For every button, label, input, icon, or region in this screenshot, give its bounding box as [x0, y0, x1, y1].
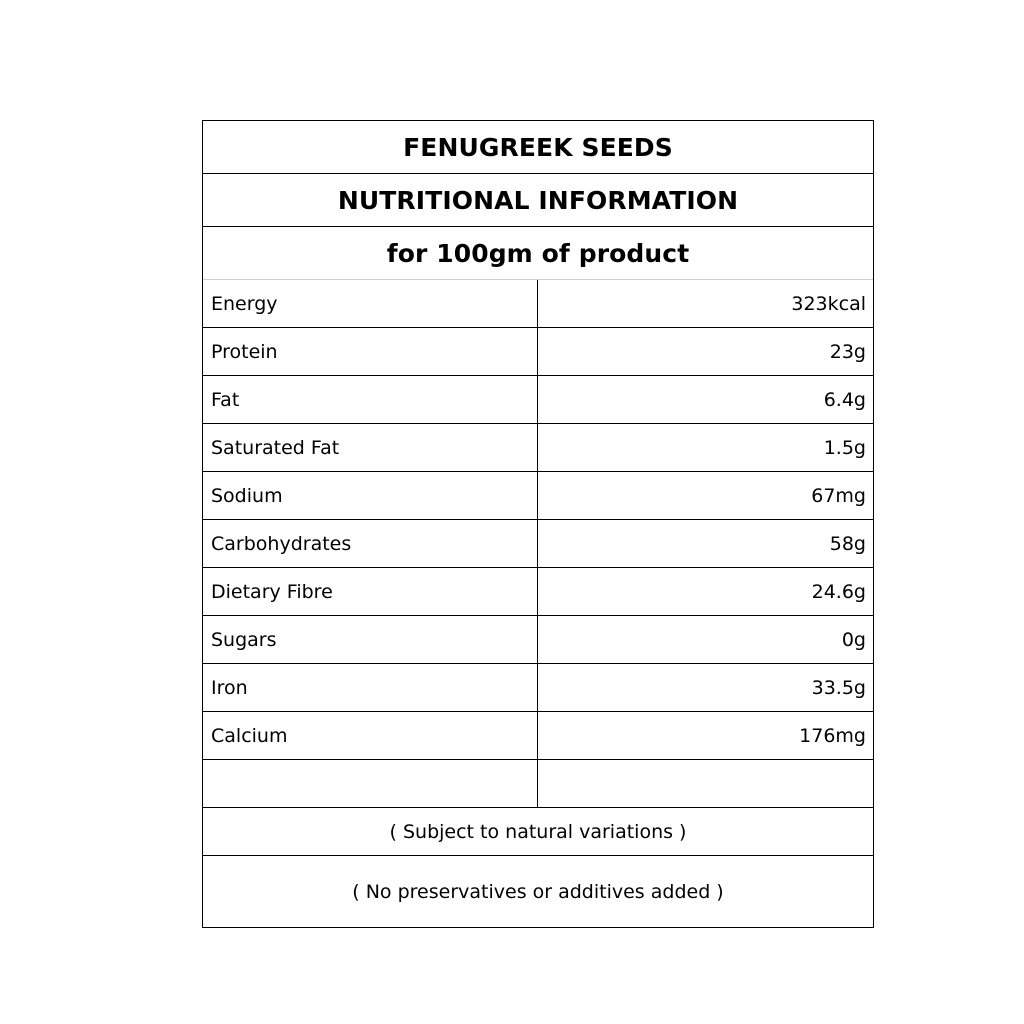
nutrient-value: 0g [841, 628, 866, 651]
table-row [203, 280, 873, 328]
table-row [203, 472, 873, 520]
nutrient-table [203, 280, 873, 808]
nutrient-value [538, 760, 873, 807]
nutrition-panel [202, 120, 874, 928]
serving-basis: for 100gm of product [203, 227, 873, 280]
variations-note: ( Subject to natural variations ) [203, 808, 873, 856]
nutrient-value: 33.5g [811, 676, 866, 699]
nutrient-value: 323kcal [791, 292, 866, 315]
table-row [203, 424, 873, 472]
preservatives-note: ( No preservatives or additives added ) [352, 880, 724, 903]
table-row [203, 712, 873, 760]
section-title: NUTRITIONAL INFORMATION [203, 174, 873, 227]
table-row [203, 568, 873, 616]
table-row [203, 520, 873, 568]
nutrient-value: 1.5g [823, 436, 866, 459]
nutrient-label: Carbohydrates [203, 520, 538, 567]
nutrient-label: Iron [203, 664, 538, 711]
nutrient-label: Sodium [203, 472, 538, 519]
nutrient-value: 6.4g [823, 388, 866, 411]
nutrient-label: Sugars [203, 616, 538, 663]
nutrient-value: 67mg [811, 484, 866, 507]
table-row [203, 664, 873, 712]
nutrient-label [203, 760, 538, 807]
table-row-empty [203, 760, 873, 808]
nutrient-label: Fat [203, 376, 538, 423]
nutrient-value: 176mg [799, 724, 866, 747]
nutrient-label: Saturated Fat [203, 424, 538, 471]
product-title: FENUGREEK SEEDS [203, 121, 873, 174]
nutrient-value: 58g [829, 532, 866, 555]
nutrient-label: Calcium [203, 712, 538, 759]
nutrient-label: Energy [203, 280, 538, 327]
nutrient-label: Dietary Fibre [203, 568, 538, 615]
table-row [203, 376, 873, 424]
nutrient-label: Protein [203, 328, 538, 375]
table-row [203, 328, 873, 376]
table-row [203, 616, 873, 664]
nutrient-value: 24.6g [811, 580, 866, 603]
nutrient-value: 23g [829, 340, 866, 363]
